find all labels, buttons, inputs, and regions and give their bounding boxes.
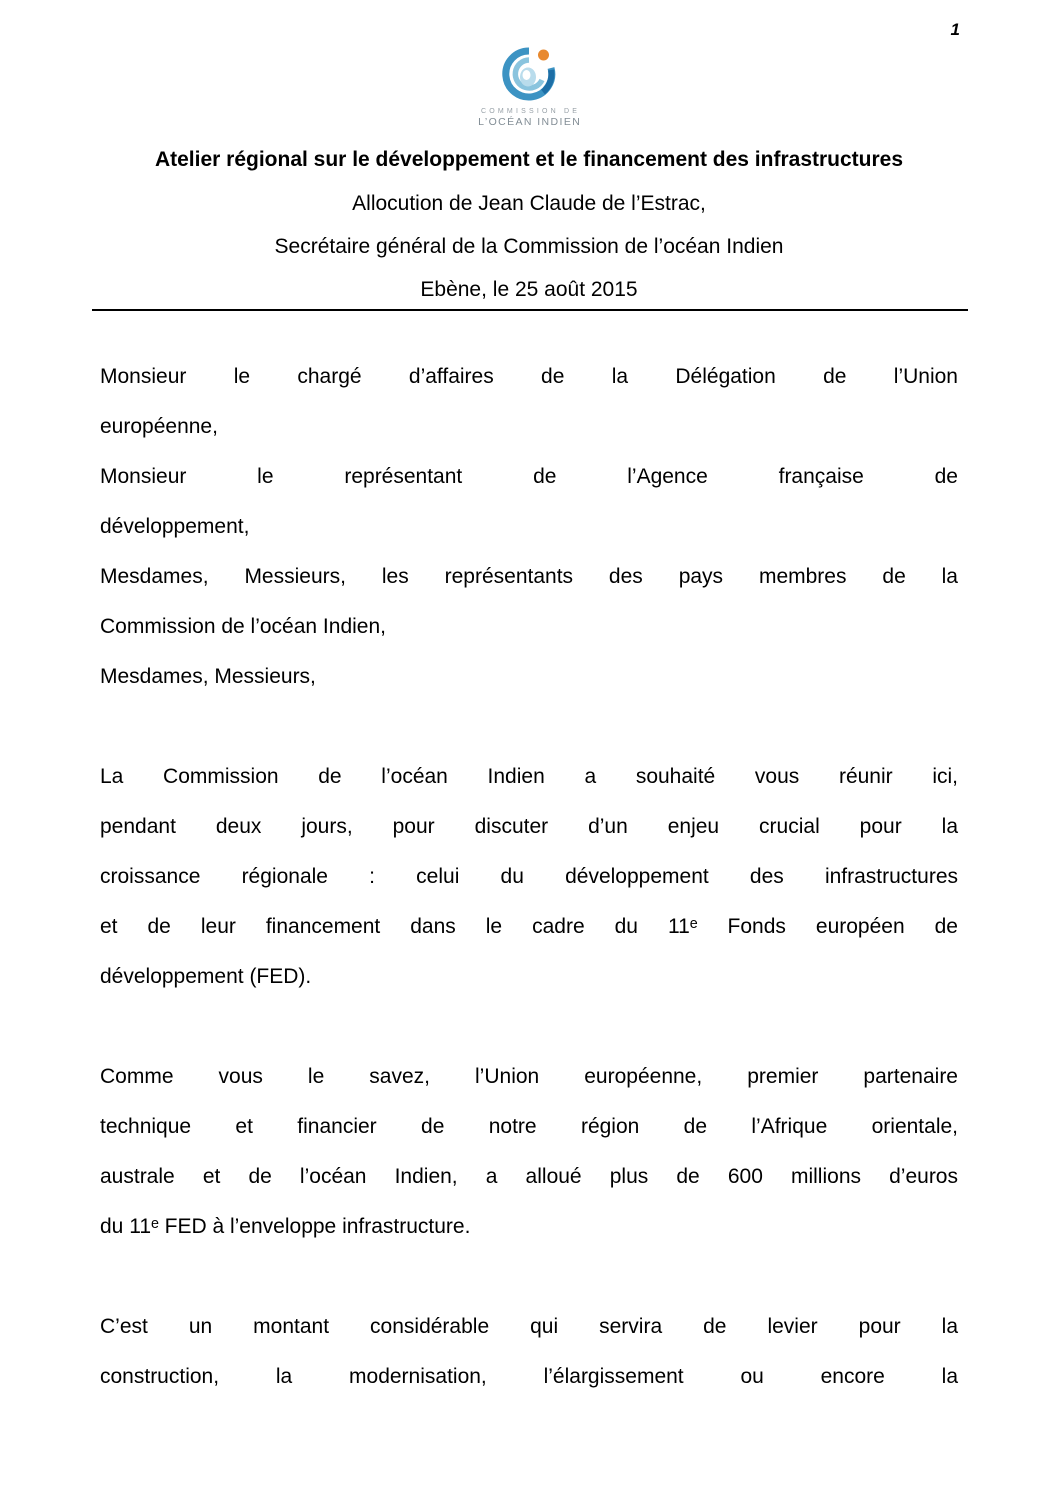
- text-line: pendant deux jours, pour discuter d’un enjeu crucial pour la: [100, 815, 958, 838]
- orange-dot: [538, 50, 549, 61]
- document-header: [50, 148, 1008, 321]
- text-line: développement,: [100, 515, 250, 538]
- text-line: La Commission de l’océan Indien a souhaité vous réunir ici,: [100, 765, 958, 788]
- page-number: 1: [950, 20, 960, 39]
- paragraph: [100, 1052, 958, 1252]
- text-line: et de leur financement dans le cadre du 11ᵉ Fonds européen de: [100, 915, 958, 938]
- paragraph: [100, 452, 958, 552]
- text-line: européenne,: [100, 415, 218, 438]
- logo-caption-line1: COMMISSION DE: [481, 108, 581, 115]
- text-line: technique et financier de notre région de l’Afrique orientale,: [100, 1115, 958, 1138]
- paragraph: [100, 1302, 958, 1402]
- header-divider: [92, 309, 968, 311]
- document-subtitle-author: Allocution de Jean Claude de l’Estrac,: [352, 192, 706, 215]
- paragraph: [100, 652, 958, 702]
- speech-body: [100, 352, 958, 1402]
- text-line: du 11ᵉ FED à l’enveloppe infrastructure.: [100, 1215, 471, 1238]
- text-line: Mesdames, Messieurs,: [100, 665, 316, 688]
- text-line: Comme vous le savez, l’Union européenne, premier partenaire: [100, 1065, 958, 1088]
- text-line: Mesdames, Messieurs, les représentants des pays membres de la: [100, 565, 958, 588]
- document-subtitle-dateline: Ebène, le 25 août 2015: [420, 278, 638, 301]
- logo-caption-line2: L’OCÉAN INDIEN: [478, 116, 582, 128]
- document-subtitle-role: Secrétaire général de la Commission de l’océan Indien: [274, 235, 784, 258]
- text-line: C’est un montant considérable qui servira de levier pour la: [100, 1315, 958, 1338]
- text-line: croissance régionale : celui du développement des infrastructures: [100, 865, 958, 888]
- text-line: Monsieur le représentant de l’Agence française de: [100, 465, 958, 488]
- text-line: développement (FED).: [100, 965, 312, 988]
- paragraph: [100, 552, 958, 652]
- commission-ocean-indien-logo-icon: [498, 44, 560, 104]
- document-title: Atelier régional sur le développement et le financement des infrastructures: [154, 148, 904, 171]
- text-line: australe et de l’océan Indien, a alloué plus de 600 millions d’euros: [100, 1165, 958, 1188]
- text-line: Monsieur le chargé d’affaires de la Délégation de l’Union: [100, 365, 958, 388]
- text-line: Commission de l’océan Indien,: [100, 615, 386, 638]
- paragraph: [100, 752, 958, 1002]
- paragraph: [100, 352, 958, 452]
- logo: [0, 44, 1058, 128]
- text-line: construction, la modernisation, l’élargissement ou encore la: [100, 1365, 958, 1388]
